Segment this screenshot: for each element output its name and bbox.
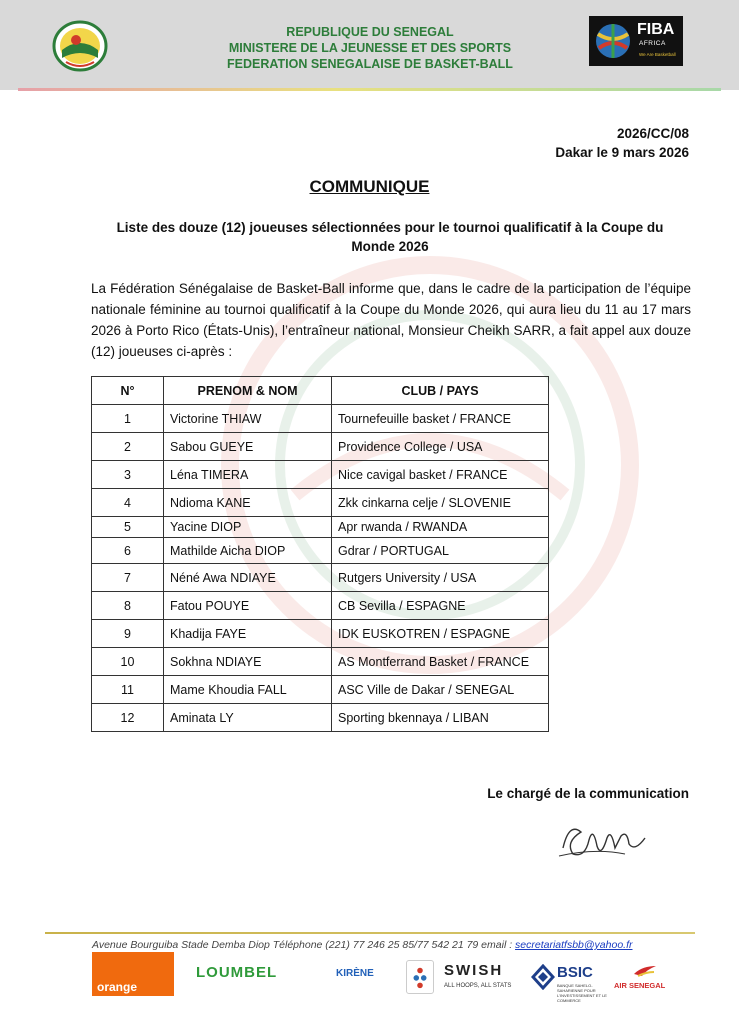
header-name: PRENOM & NOM (164, 377, 332, 405)
player-number: 6 (92, 538, 164, 564)
fiba-wordmark: FIBA (637, 21, 675, 38)
reference-block (555, 124, 689, 162)
handwritten-signature (555, 818, 655, 868)
fiba-region: AFRICA (639, 40, 666, 47)
reference-date: Dakar le 9 mars 2026 (555, 145, 689, 160)
player-name: Néné Awa NDIAYE (164, 564, 332, 592)
swish-tagline: ALL HOOPS, ALL STATS (444, 983, 512, 989)
player-name: Fatou POUYE (164, 592, 332, 620)
players-table (91, 376, 549, 732)
player-name: Sabou GUEYE (164, 433, 332, 461)
footer-divider (45, 932, 695, 934)
player-club: AS Montferrand Basket / FRANCE (332, 648, 549, 676)
player-club: Gdrar / PORTUGAL (332, 538, 549, 564)
table-row (92, 564, 549, 592)
table-row (92, 461, 549, 489)
player-number: 10 (92, 648, 164, 676)
fsbb-emblem-icon (52, 20, 108, 72)
player-club: Providence College / USA (332, 433, 549, 461)
player-club: Zkk cinkarna celje / SLOVENIE (332, 489, 549, 517)
federation-line: FEDERATION SENEGALAISE DE BASKET-BALL (227, 57, 513, 71)
player-name: Mame Khoudia FALL (164, 676, 332, 704)
player-number: 3 (92, 461, 164, 489)
player-name: Mathilde Aicha DIOP (164, 538, 332, 564)
player-number: 7 (92, 564, 164, 592)
player-number: 8 (92, 592, 164, 620)
intro-paragraph: La Fédération Sénégalaise de Basket-Ball informe que, dans le cadre de la participation de l’équipe nationale féminine au tournoi qualificatif à la Coupe du Monde 2026, qui aura lieu du 11 au 17 mars 2026 à Porto Rico (États-Unis), l’entraîneur national, Monsieur Cheikh SARR, a fait appel aux douze (12) joueuses ci-après : (91, 281, 691, 359)
table-row (92, 648, 549, 676)
orange-wordmark: orange (97, 980, 138, 994)
player-club: Nice cavigal basket / FRANCE (332, 461, 549, 489)
air-senegal-wordmark: AIR SENEGAL (614, 981, 666, 990)
player-club: Rutgers University / USA (332, 564, 549, 592)
loumbel-logo: LOUMBEL (196, 964, 278, 981)
player-number: 11 (92, 676, 164, 704)
player-club: CB Sevilla / ESPAGNE (332, 592, 549, 620)
table-row (92, 704, 549, 732)
player-club: Tournefeuille basket / FRANCE (332, 405, 549, 433)
bsic-icon (531, 964, 555, 990)
player-number: 4 (92, 489, 164, 517)
player-number: 1 (92, 405, 164, 433)
email-link[interactable]: secretariatfsbb@yahoo.fr (515, 939, 633, 951)
player-number: 5 (92, 517, 164, 538)
table-row (92, 676, 549, 704)
player-club: Sporting bkennaya / LIBAN (332, 704, 549, 732)
player-name: Ndioma KANE (164, 489, 332, 517)
player-number: 2 (92, 433, 164, 461)
header-club: CLUB / PAYS (332, 377, 549, 405)
player-club: IDK EUSKOTREN / ESPAGNE (332, 620, 549, 648)
header-number: N° (92, 377, 164, 405)
table-header-row (92, 377, 549, 405)
table-row (92, 620, 549, 648)
player-name: Léna TIMERA (164, 461, 332, 489)
orange-logo (92, 952, 174, 996)
player-club: ASC Ville de Dakar / SENEGAL (332, 676, 549, 704)
table-row (92, 592, 549, 620)
player-number: 9 (92, 620, 164, 648)
signature-label: Le chargé de la communication (487, 786, 689, 801)
ministry-line: MINISTERE DE LA JEUNESSE ET DES SPORTS (228, 41, 512, 55)
country-line: REPUBLIQUE DU SENEGAL (286, 25, 454, 39)
table-row (92, 405, 549, 433)
table-row (92, 489, 549, 517)
flag-divider (18, 88, 721, 91)
bsic-wordmark: BSIC (557, 964, 593, 981)
letterhead-text (170, 24, 570, 72)
player-number: 12 (92, 704, 164, 732)
document-subtitle: Liste des douze (12) joueuses sélectionnées pour le tournoi qualificatif à la Coupe du Monde 2026 (116, 220, 664, 254)
swish-wordmark: SWISH (444, 962, 504, 979)
player-club: Apr rwanda / RWANDA (332, 517, 549, 538)
document-title: COMMUNIQUE (309, 177, 430, 196)
table-row (92, 433, 549, 461)
player-name: Sokhna NDIAYE (164, 648, 332, 676)
player-name: Khadija FAYE (164, 620, 332, 648)
address-text: Avenue Bourguiba Stade Demba Diop Téléphone (221) 77 246 25 85/77 542 21 79 email : (92, 939, 516, 951)
player-name: Yacine DIOP (164, 517, 332, 538)
player-name: Victorine THIAW (164, 405, 332, 433)
air-senegal-bird-icon (632, 964, 658, 978)
table-row (92, 538, 549, 564)
swish-icon (406, 960, 434, 994)
reference-number: 2026/CC/08 (616, 126, 689, 141)
footer-address (92, 939, 633, 951)
bsic-tagline: BANQUE SAHELO-SAHARIENNE POUR L'INVESTISSEMENT ET LE COMMERCE (557, 983, 607, 1003)
kirene-logo: KIRÈNE (336, 968, 374, 979)
player-name: Aminata LY (164, 704, 332, 732)
letterhead (0, 0, 739, 90)
fiba-tagline: We Are Basketball (639, 52, 676, 57)
sponsor-strip (0, 952, 739, 1002)
table-row (92, 517, 549, 538)
fiba-ball-icon (593, 20, 633, 62)
fiba-africa-logo (589, 16, 683, 66)
